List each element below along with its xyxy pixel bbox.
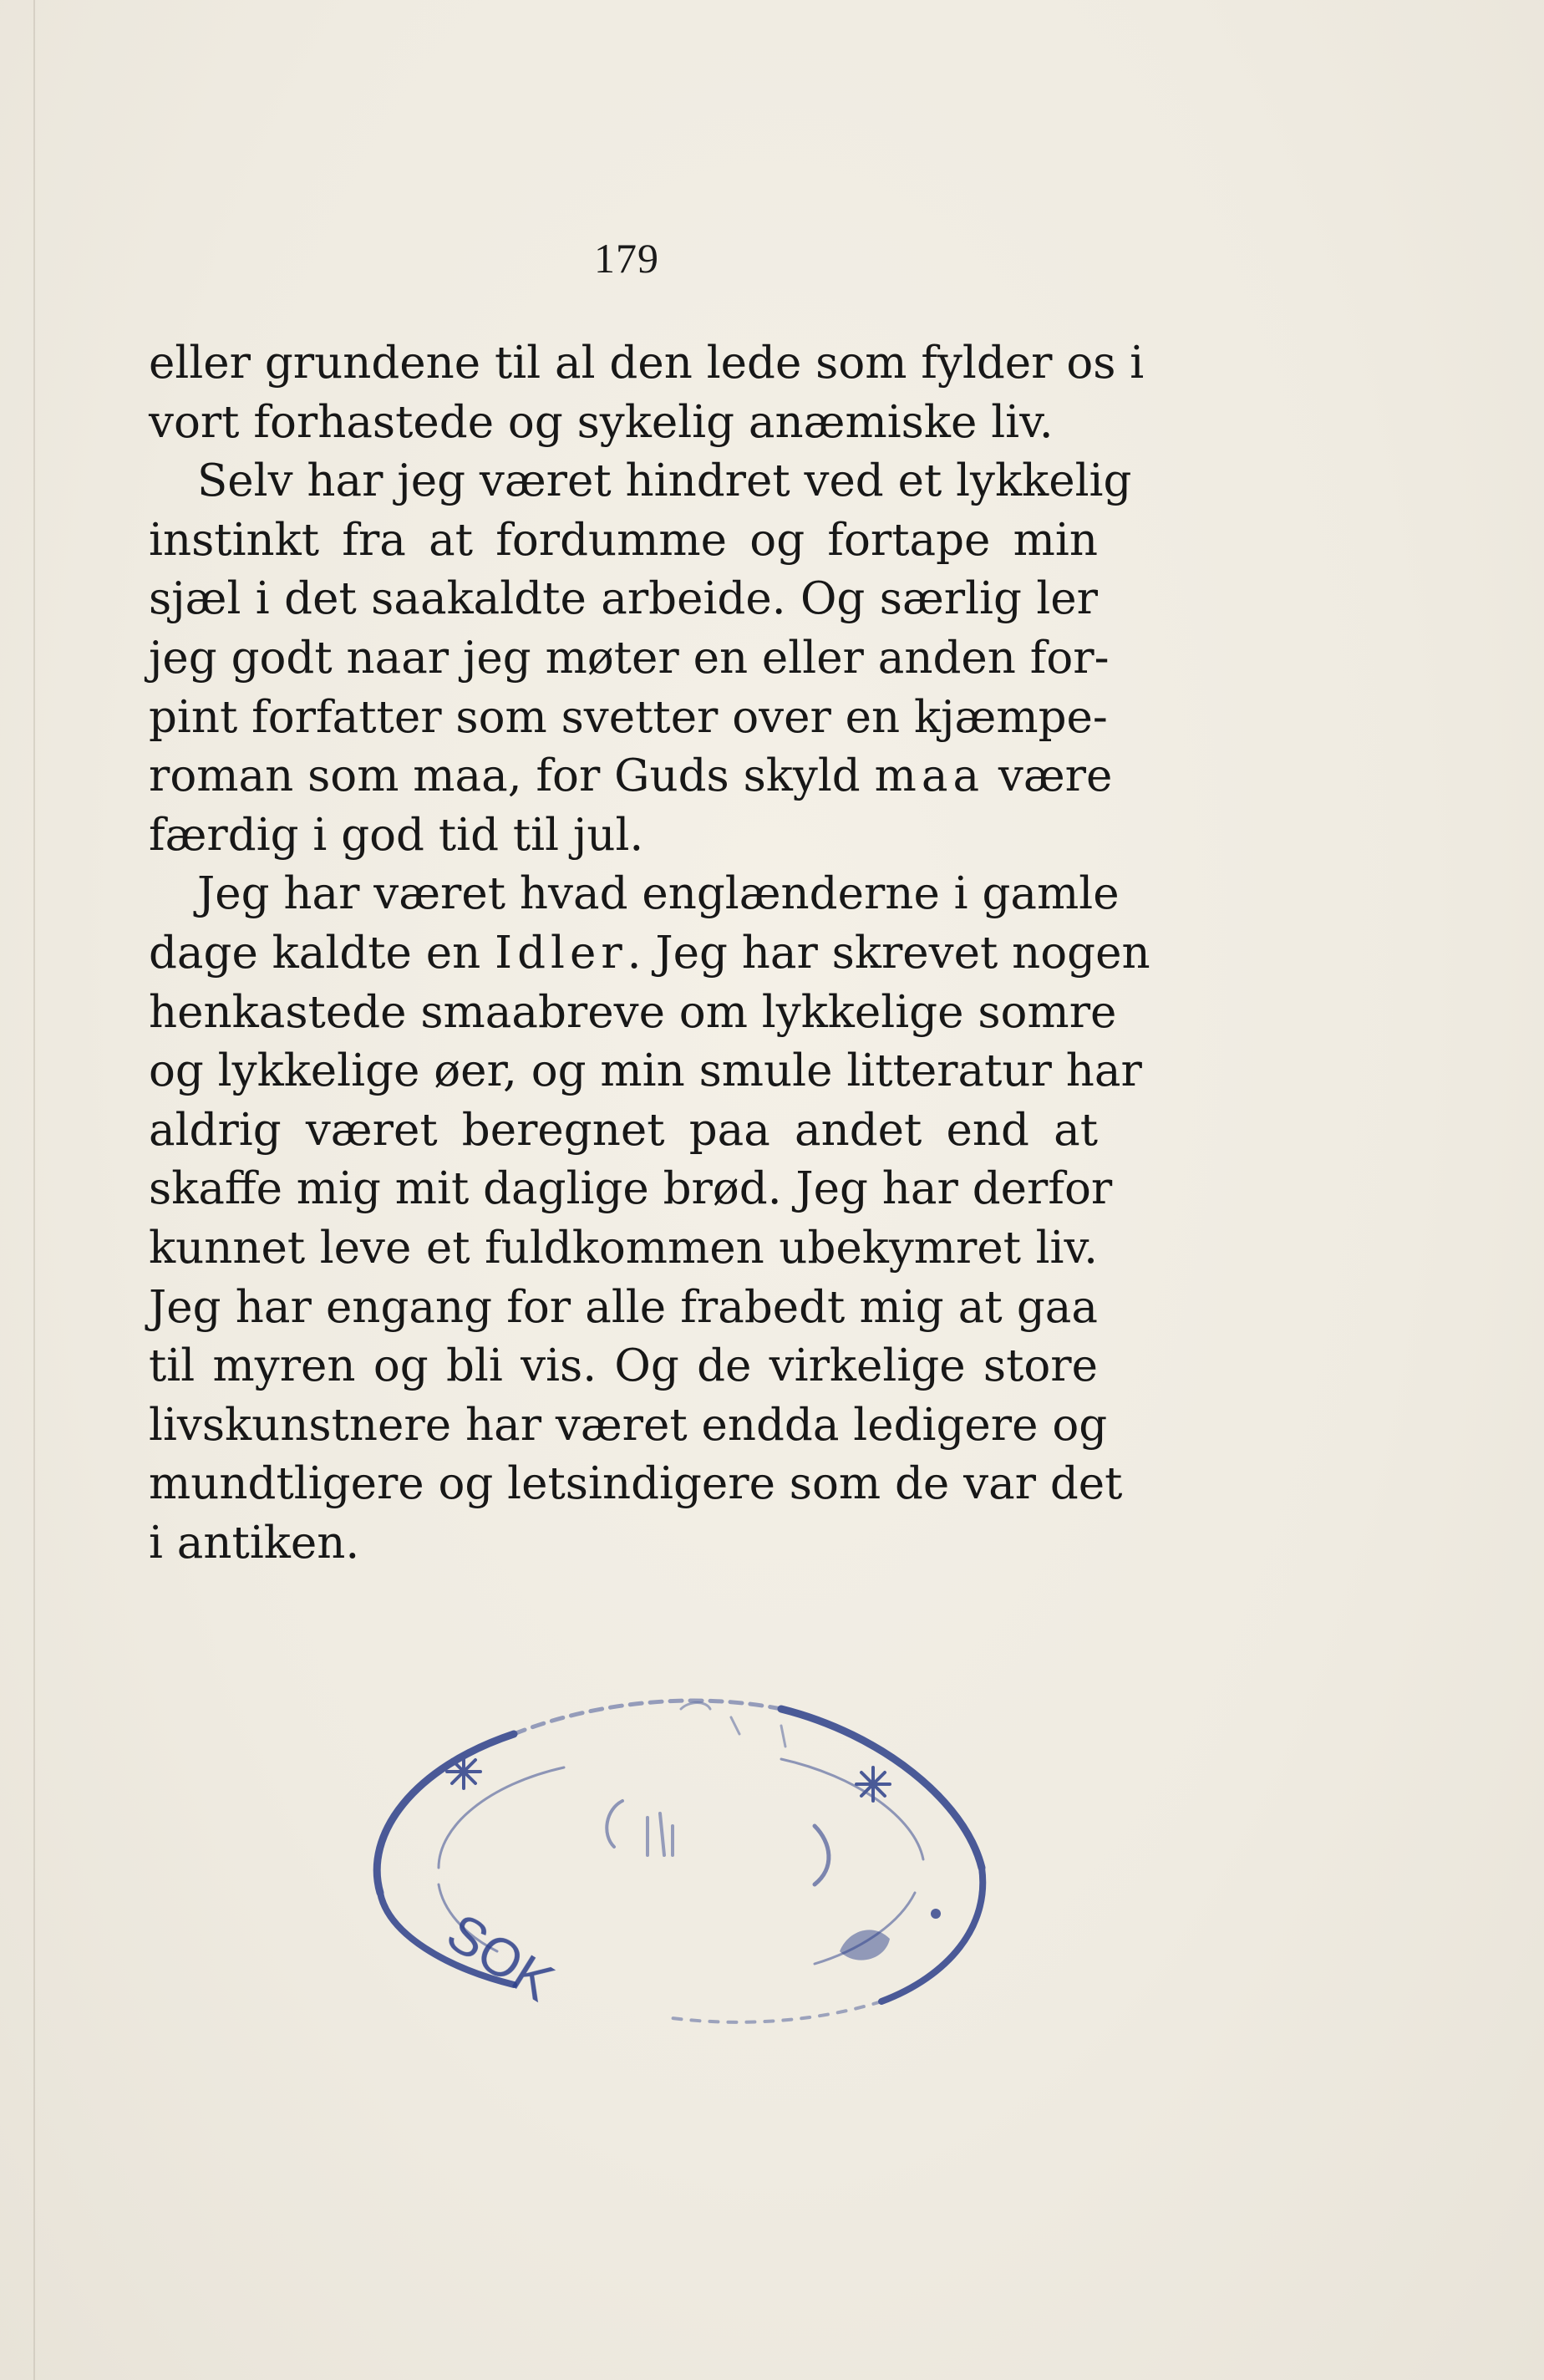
page-number: 179: [594, 235, 659, 282]
text-line: [149, 747, 1113, 806]
emphasized-word: Idler: [495, 927, 627, 979]
emphasized-word: maa: [874, 750, 985, 802]
text-line: livskunstnere har været endda ledigere og: [149, 1399, 1108, 1451]
text-line: Jeg har engang for alle frabedt mig at gaa: [149, 1281, 1098, 1333]
text-line: instinkt fra at fordumme og fortape min: [149, 514, 1098, 566]
stamp-text: SOK: [436, 1901, 565, 2013]
text-line: eller grundene til al den lede som fylder os i: [149, 338, 1145, 389]
text-line: sjæl i det saakaldte arbeide. Og særlig ler: [149, 573, 1098, 625]
text-line: skaffe mig mit daglige brød. Jeg har derfor: [149, 1163, 1113, 1215]
text-line: vort forhastede og sykelig anæmiske liv.: [149, 396, 1054, 448]
text-line: i antiken.: [149, 1517, 360, 1569]
text-fragment: roman som maa, for Guds skyld: [149, 750, 861, 802]
text-line: færdig i god tid til jul.: [149, 809, 644, 861]
text-line: Selv har jeg været hindret ved et lykkelig: [197, 455, 1132, 507]
text-fragment: være: [998, 750, 1113, 802]
text-line: [149, 924, 1150, 984]
text-line: aldrig været beregnet paa andet end at: [149, 1104, 1098, 1156]
text-line: jeg godt naar jeg møter en eller anden for-: [149, 632, 1110, 684]
text-fragment: . Jeg har skrevet nogen: [627, 927, 1150, 979]
text-line: og lykkelige øer, og min smule litteratur har: [149, 1045, 1142, 1097]
text-line: henkastede smaabreve om lykkelige somre: [149, 986, 1117, 1038]
text-line: pint forfatter som svetter over en kjæmpe-: [149, 691, 1108, 743]
text-line: mundtligere og letsindigere som de var det: [149, 1458, 1123, 1510]
library-stamp: [347, 1676, 998, 2027]
text-fragment: dage kaldte en: [149, 927, 481, 979]
text-line: kunnet leve et fuldkommen ubekymret liv.: [149, 1222, 1098, 1274]
body-text: [149, 334, 1150, 1573]
text-line: til myren og bli vis. Og de virkelige store: [149, 1340, 1098, 1392]
page-edge-line: [33, 0, 35, 2380]
text-line: Jeg har været hvad englænderne i gamle: [197, 868, 1120, 920]
